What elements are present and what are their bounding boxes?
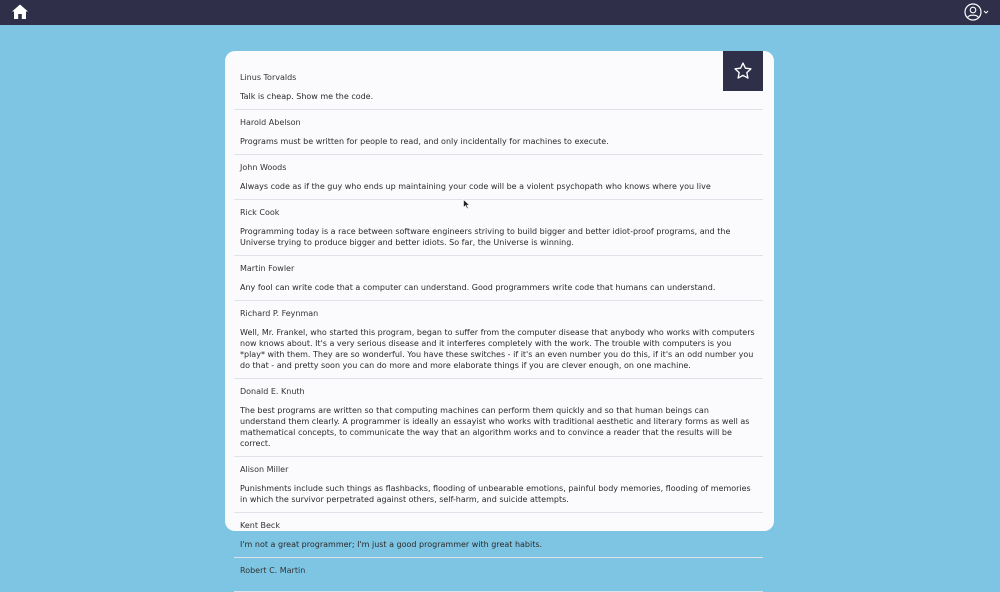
quote-text: Talk is cheap. Show me the code. (240, 92, 374, 101)
quote-item[interactable] (234, 256, 763, 301)
quote-author: Rick Cook (240, 208, 280, 217)
quote-item[interactable] (234, 558, 763, 592)
quote-item[interactable] (234, 200, 763, 256)
quote-item[interactable] (234, 110, 763, 155)
user-menu-button[interactable] (964, 2, 990, 22)
user-circle-icon (965, 4, 981, 20)
quote-text: Programs must be written for people to read, and only incidentally for machines to execute. (240, 137, 609, 146)
quote-author: John Woods (240, 163, 287, 172)
quote-item[interactable] (234, 155, 763, 200)
quote-item[interactable] (234, 301, 763, 379)
quote-author: Richard P. Feynman (240, 309, 319, 318)
quote-text: Punishments include such things as flashbacks, flooding of unbearable emotions, painful body memories, flooding of memories in which the survivor perpetrated against others, self-harm, and suicide attempts. (240, 484, 751, 504)
home-icon[interactable] (11, 3, 29, 21)
quote-author: Martin Fowler (240, 264, 295, 273)
quote-author: Donald E. Knuth (240, 387, 305, 396)
quote-author: Robert C. Martin (240, 566, 306, 575)
quote-text: Always code as if the guy who ends up maintaining your code will be a violent psychopath who knows where you live (240, 182, 711, 191)
top-nav-bar (0, 0, 1000, 25)
quote-text: I'm not a great programmer; I'm just a good programmer with great habits. (240, 540, 543, 549)
quote-item[interactable] (234, 379, 763, 457)
quote-text: Programming today is a race between software engineers striving to build bigger and better idiot-proof programs, and the Universe trying to produce bigger and better idiots. So far, the Universe is winning. (240, 227, 731, 247)
quote-item[interactable] (234, 457, 763, 513)
chevron-down-icon (984, 11, 988, 13)
quote-author: Alison Miller (240, 465, 289, 474)
quote-text: Any fool can write code that a computer can understand. Good programmers write code that humans can understand. (240, 283, 716, 292)
quote-author: Linus Torvalds (240, 73, 297, 82)
quote-text: Well, Mr. Frankel, who started this program, began to suffer from the computer disease that anybody who works with computers now knows about. It's a very serious disease and it interferes completely with the work. The trouble with computers is you *play* with them. They are so wonderful. You have these switches - if it's an even number you do this, if it's an odd number you do that - and pretty soon you can do more and more elaborate things if you are clever enough, on one machine. (240, 328, 755, 370)
mouse-cursor-icon (463, 195, 471, 214)
quote-item[interactable] (234, 65, 763, 110)
quote-author: Harold Abelson (240, 118, 301, 127)
quotes-card (225, 51, 774, 575)
quotes-list (234, 65, 763, 592)
quote-item[interactable] (234, 513, 763, 558)
quote-author: Kent Beck (240, 521, 280, 530)
quote-text: The best programs are written so that computing machines can perform them quickly and so that human beings can understand them clearly. A programmer is ideally an essayist who works with traditional aesthetic and literary forms as well as mathematical concepts, to communicate the way that an algorithm works and to convince a reader that the results will be correct. (240, 406, 750, 448)
